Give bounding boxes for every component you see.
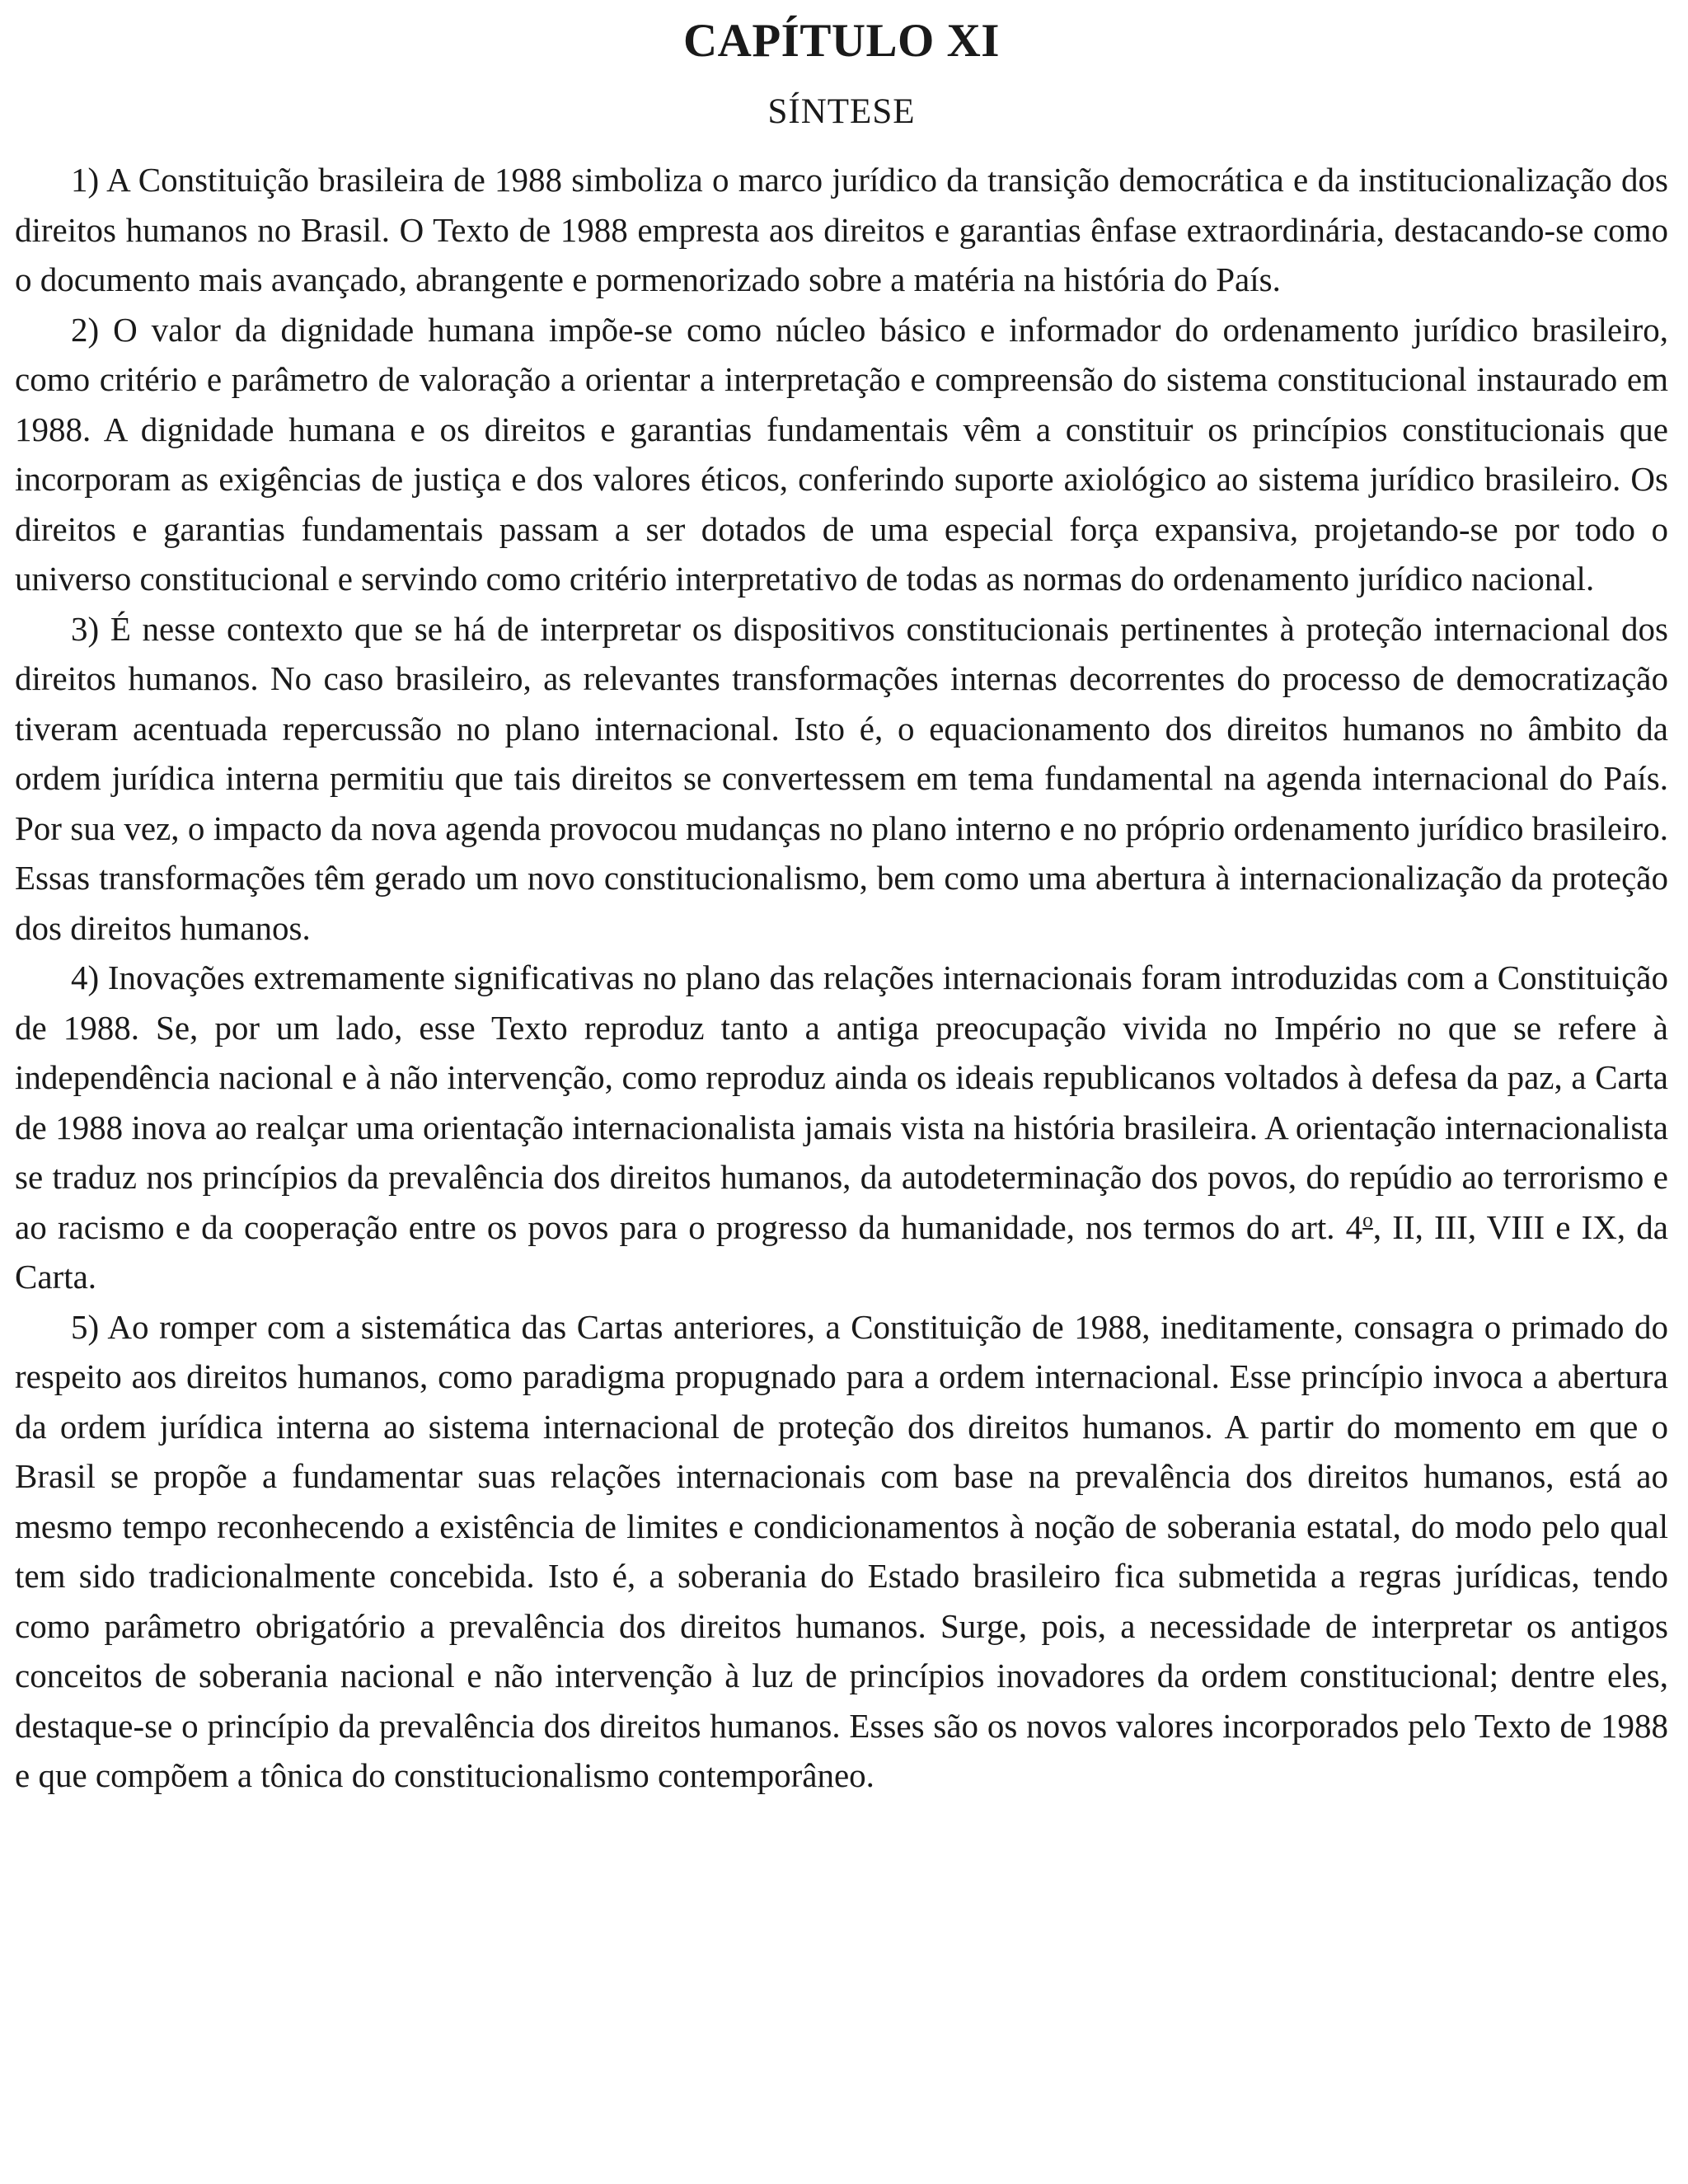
paragraph-3: 3) É nesse contexto que se há de interpretar os dispositivos constitucionais pertinentes à proteção internacional dos direitos humanos. No caso brasileiro, as relevantes transformações internas decorrentes do processo de democratização tiveram acentuada repercussão no plano internacional. Isto é, o equacionamento dos direitos humanos no âmbito da ordem jurídica interna permitiu que tais direitos se convertessem em tema fundamental na agenda internacional do País. Por sua vez, o impacto da nova agenda provocou mudanças no plano interno e no próprio ordenamento jurídico brasileiro. Essas transformações têm gerado um novo constitucionalismo, bem como uma abertura à internacionalização da proteção dos direitos humanos. <box>15 609 1668 947</box>
paragraph-4 <box>15 953 1668 1302</box>
paragraph-2: 2) O valor da dignidade humana impõe-se como núcleo básico e informador do ordenamento jurídico brasileiro, como critério e parâmetro de valoração a orientar a interpretação e compreensão do sistema constitucional instaurado em 1988. A dignidade humana e os direitos e garantias fundamentais vêm a constituir os princípios constitucionais que incorporam as exigências de justiça e dos valores éticos, conferindo suporte axiológico ao sistema jurídico brasileiro. Os direitos e garantias fundamentais passam a ser dotados de uma especial força expansiva, projetando-se por todo o universo constitucional e servindo como critério interpretativo de todas as normas do ordenamento jurídico nacional. <box>15 310 1668 598</box>
chapter-title: CAPÍTULO XI <box>683 15 1000 67</box>
paragraph-1: 1) A Constituição brasileira de 1988 simboliza o marco jurídico da transição democrática e da institucionalização dos direitos humanos no Brasil. O Texto de 1988 empresta aos direitos e garantias ênfase extraordinária, destacando-se como o documento mais avançado, abrangente e pormenorizado sobre a matéria na história do País. <box>15 161 1668 298</box>
paragraph-4-tail: , II, III, VIII e IX, da Carta. <box>15 1207 1668 1296</box>
paragraph-5: 5) Ao romper com a sistemática das Cartas anteriores, a Constituição de 1988, ineditamente, consagra o primado do respeito aos direitos humanos, como paradigma propugnado para a ordem internacional. Esse princípio invoca a abertura da ordem jurídica interna ao sistema internacional de proteção dos direitos humanos. A partir do momento em que o Brasil se propõe a fundamentar suas relações internacionais com base na prevalência dos direitos humanos, está ao mesmo tempo reconhecendo a existência de limites e condicionamentos à noção de soberania estatal, do modo pelo qual tem sido tradicionalmente concebida. Isto é, a soberania do Estado brasileiro fica submetida a regras jurídicas, tendo como parâmetro obrigatório a prevalência dos direitos humanos. Surge, pois, a necessidade de interpretar os antigos conceitos de soberania nacional e não intervenção à luz de princípios inovadores da ordem constitucional; dentre eles, destaque-se o princípio da prevalência dos direitos humanos. Esses são os novos valores incorporados pelo Texto de 1988 e que compõem a tônica do constitucionalismo contemporâneo. <box>15 1307 1668 1794</box>
paragraph-4-text: 4) Inovações extremamente significativas no plano das relações internacionais foram introduzidas com a Constituição de 1988. Se, por um lado, esse Texto reproduz tanto a antiga preocupação vivida no Império no que se refere à independência nacional e à não intervenção, como reproduz ainda os ideais republicanos voltados à defesa da paz, a Carta de 1988 inova ao realçar uma orientação internacionalista jamais vista na história brasileira. A orientação internacionalista se traduz nos princípios da prevalência dos direitos humanos, da autodeterminação dos povos, do repúdio ao terrorismo e ao racismo e da cooperação entre os povos para o progresso da humanidade, nos termos do art. 4 <box>15 958 1668 1246</box>
ordinal-indicator: o <box>1362 1207 1373 1231</box>
document-page <box>15 0 1668 2184</box>
section-title: SÍNTESE <box>767 92 916 131</box>
body-text <box>15 155 1668 1801</box>
